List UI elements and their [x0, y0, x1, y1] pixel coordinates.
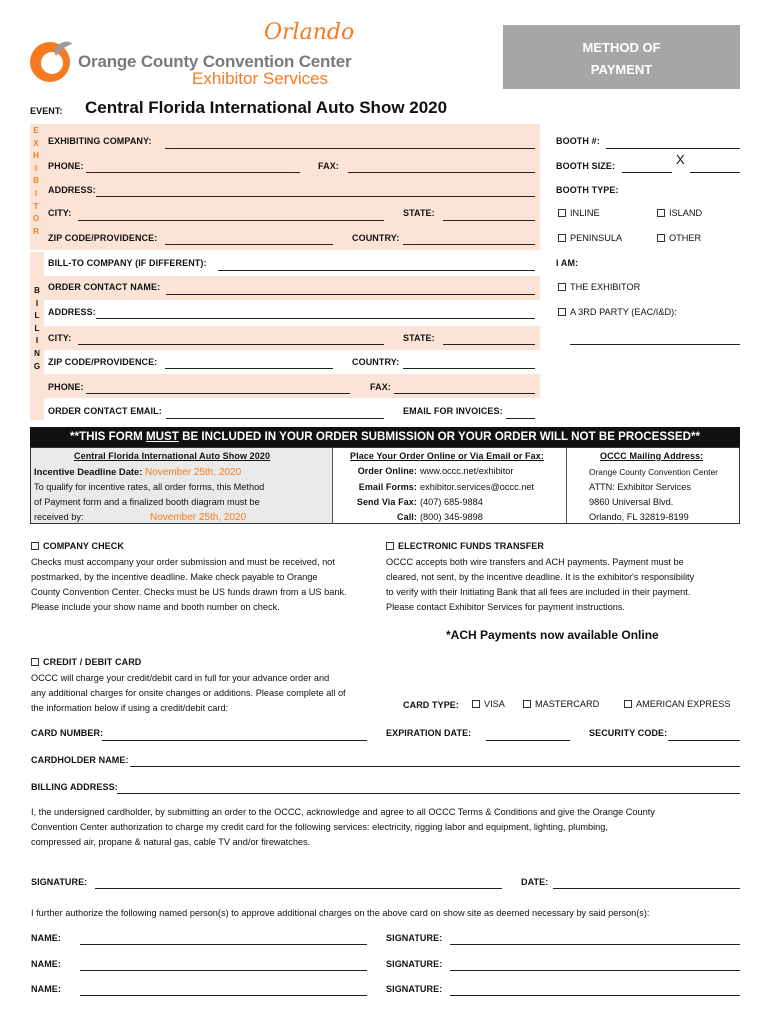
- side-letter: L: [34, 311, 40, 321]
- fax-number: (407) 685-9884: [420, 497, 483, 507]
- city-field[interactable]: [78, 220, 384, 221]
- booth-number-label: BOOTH #:: [556, 136, 600, 146]
- method-box-line1: METHOD OF: [582, 40, 661, 55]
- billing-phone-field[interactable]: [86, 393, 350, 394]
- booth-other-option[interactable]: OTHER: [657, 233, 701, 243]
- qualify-line1: To qualify for incentive rates, all order forms, this Method: [34, 482, 265, 492]
- checkbox-icon[interactable]: [624, 700, 632, 708]
- side-letter: I: [35, 298, 39, 308]
- method-box-line2: PAYMENT: [590, 62, 653, 77]
- phone-label: PHONE:: [48, 161, 84, 171]
- card-billing-field[interactable]: [117, 793, 740, 794]
- eft-option[interactable]: ELECTRONIC FUNDS TRANSFER: [386, 541, 544, 551]
- order-email-field[interactable]: [166, 418, 384, 419]
- warning-banner: **THIS FORM MUST BE INCLUDED IN YOUR ORDER SUBMISSION OR YOUR ORDER WILL NOT BE PROCESSED**: [30, 427, 740, 447]
- eft-text-1: OCCC accepts both wire transfers and ACH payments. Payment must be: [386, 557, 684, 567]
- fax-label: FAX:: [318, 161, 339, 171]
- check-text-1: Checks must accompany your order submission and must be received, not: [31, 557, 335, 567]
- side-letter: N: [34, 348, 40, 358]
- checkbox-icon[interactable]: [31, 658, 39, 666]
- checkbox-icon[interactable]: [558, 209, 566, 217]
- billto-field[interactable]: [218, 270, 535, 271]
- booth-size-length-field[interactable]: [690, 172, 740, 173]
- info-show-title: Central Florida International Auto Show 2020: [74, 451, 271, 461]
- side-letter: B: [34, 286, 40, 295]
- security-code-field[interactable]: [668, 740, 740, 741]
- zip-label: ZIP CODE/PROVIDENCE:: [48, 233, 158, 243]
- billing-zip-field[interactable]: [165, 368, 333, 369]
- billing-country-label: COUNTRY:: [352, 357, 400, 367]
- state-label: STATE:: [403, 208, 435, 218]
- event-label: EVENT:: [30, 106, 63, 116]
- booth-island-option[interactable]: ISLAND: [657, 208, 702, 218]
- event-name: Central Florida International Auto Show 2020: [85, 98, 448, 117]
- amex-option[interactable]: AMERICAN EXPRESS: [624, 699, 730, 709]
- order-online-link[interactable]: www.occc.net/exhibitor: [420, 466, 514, 476]
- orange-leaf-icon: [28, 36, 74, 84]
- call-label: Call:: [396, 512, 417, 522]
- side-letter: X: [33, 138, 39, 148]
- qualify-line2: of Payment form and a finalized booth diagram must be: [34, 497, 260, 507]
- billing-band-2: [44, 326, 540, 350]
- name-label-3: NAME:: [31, 984, 61, 994]
- method-of-payment-box: [503, 25, 740, 89]
- mastercard-option[interactable]: MASTERCARD: [523, 699, 599, 709]
- mailing-line1: Orange County Convention Center: [589, 467, 718, 477]
- billing-address-field[interactable]: [96, 318, 535, 319]
- logo-line1: Orange County Convention Center: [78, 52, 352, 71]
- order-email-label: ORDER CONTACT EMAIL:: [48, 406, 162, 416]
- billing-city-field[interactable]: [78, 344, 384, 345]
- booth-inline-option[interactable]: INLINE: [558, 208, 600, 218]
- billing-country-field[interactable]: [403, 368, 535, 369]
- fax-number-label: Send Via Fax:: [356, 497, 417, 507]
- order-contact-field[interactable]: [166, 294, 535, 295]
- security-code-label: SECURITY CODE:: [589, 728, 668, 738]
- side-letter: L: [34, 323, 40, 333]
- name-label-1: NAME:: [31, 933, 61, 943]
- exhibiting-company-field[interactable]: [165, 148, 535, 149]
- card-type-label: CARD TYPE:: [403, 700, 460, 710]
- billing-state-field[interactable]: [443, 344, 535, 345]
- side-letter: H: [33, 151, 39, 161]
- checkbox-icon[interactable]: [558, 283, 566, 291]
- occc-logo: [28, 22, 358, 92]
- checkbox-icon[interactable]: [31, 542, 39, 550]
- further-auth-text: I further authorize the following named person(s) to approve additional charges on the above card on show site as deemed necessary by said person(s):: [31, 908, 650, 918]
- mailing-line2: ATTN: Exhibitor Services: [589, 482, 691, 492]
- billing-city-label: CITY:: [48, 333, 72, 343]
- check-text-2: postmarked, by the incentive deadline. Make check payable to Orange: [31, 572, 318, 582]
- side-letter: T: [33, 201, 39, 211]
- cardholder-label: CARDHOLDER NAME:: [31, 755, 129, 765]
- logo-script: Orlando: [264, 20, 355, 45]
- booth-size-x: X: [676, 152, 685, 167]
- visa-option[interactable]: VISA: [472, 699, 505, 709]
- mailing-line4: Orlando, FL 32819-8199: [589, 512, 689, 522]
- eft-text-4: Please contact Exhibitor Services for payment instructions.: [386, 602, 625, 612]
- side-letter: I: [35, 336, 39, 346]
- country-field[interactable]: [403, 244, 535, 245]
- date-field[interactable]: [553, 888, 740, 889]
- card-text-2: any additional charges for onsite changes or additions. Please complete all of: [31, 688, 346, 698]
- billto-label: BILL-TO COMPANY (IF DIFFERENT):: [48, 258, 207, 268]
- email-forms-label: Email Forms:: [358, 482, 417, 492]
- incentive-deadline: Incentive Deadline Date: November 25th, 2020: [34, 466, 242, 478]
- email-forms-link[interactable]: exhibitor.services@occc.net: [420, 482, 535, 492]
- side-letter: R: [33, 226, 39, 236]
- ach-note: *ACH Payments now available Online: [446, 628, 659, 642]
- checkbox-icon[interactable]: [657, 234, 665, 242]
- billing-phone-label: PHONE:: [48, 382, 84, 392]
- billing-state-label: STATE:: [403, 333, 435, 343]
- card-text-3: the information below if using a credit/debit card:: [31, 703, 229, 713]
- city-label: CITY:: [48, 208, 72, 218]
- logo-line2: Exhibitor Services: [192, 69, 329, 88]
- mailing-title: OCCC Mailing Address:: [600, 451, 704, 461]
- expiration-label: EXPIRATION DATE:: [386, 728, 472, 738]
- country-label: COUNTRY:: [352, 233, 400, 243]
- name-field-1[interactable]: [80, 944, 367, 945]
- name-field-2[interactable]: [80, 970, 367, 971]
- invoice-email-label: EMAIL FOR INVOICES:: [403, 406, 503, 416]
- order-online-label: Order Online:: [357, 466, 417, 476]
- eft-text-2: cleared, not sent, by the incentive deadline. It is the exhibitor's responsibility: [386, 572, 695, 582]
- sig-field-3[interactable]: [450, 995, 740, 996]
- card-text-1: OCCC will charge your credit/debit card in full for your advance order and: [31, 673, 330, 683]
- sig-field-2[interactable]: [450, 970, 740, 971]
- sig-field-1[interactable]: [450, 944, 740, 945]
- billing-fax-label: FAX:: [370, 382, 391, 392]
- address-label: ADDRESS:: [48, 185, 96, 195]
- booth-size-label: BOOTH SIZE:: [556, 161, 616, 171]
- zip-field[interactable]: [165, 244, 333, 245]
- iam-exhibitor-option[interactable]: THE EXHIBITOR: [558, 282, 640, 292]
- call-number: (800) 345-9898: [420, 512, 483, 522]
- auth-text-2: Convention Center authorization to charge my credit card for the following services: electricity, rigging labor and equipment, lighting, plumbing,: [31, 822, 608, 832]
- billing-fax-field[interactable]: [394, 393, 535, 394]
- phone-field[interactable]: [86, 172, 300, 173]
- eft-text-3: to verify with their Initiating Bank that all fees are included in their payment.: [386, 587, 691, 597]
- date-label: DATE:: [521, 877, 549, 887]
- sig-label-1: SIGNATURE:: [386, 933, 443, 943]
- auth-text-1: I, the undersigned cardholder, by submitting an order to the OCCC, acknowledge and agree to all OCCC Terms & Conditions and give the Orange County: [31, 807, 655, 817]
- booth-peninsula-option[interactable]: PENINSULA: [558, 233, 622, 243]
- credit-card-option[interactable]: CREDIT / DEBIT CARD: [31, 657, 141, 667]
- received-by-date: November 25th, 2020: [150, 512, 247, 523]
- company-check-option[interactable]: COMPANY CHECK: [31, 541, 124, 551]
- must-emphasis: MUST: [146, 430, 179, 443]
- qualify-line3: received by:: [34, 512, 84, 522]
- third-party-field[interactable]: [570, 344, 740, 345]
- auth-text-3: compressed air, propane & natural gas, cable TV and/or firewatches.: [31, 837, 311, 847]
- side-letter: I: [34, 163, 38, 173]
- checkbox-icon[interactable]: [386, 542, 394, 550]
- booth-number-field[interactable]: [606, 148, 740, 149]
- check-text-4: Please include your show name and booth number on check.: [31, 602, 280, 612]
- address-field[interactable]: [96, 196, 535, 197]
- mailing-line3: 9860 Universal Blvd.: [589, 497, 674, 507]
- side-letter: I: [34, 188, 38, 198]
- i-am-label: I AM:: [556, 258, 579, 268]
- iam-third-party-option[interactable]: A 3RD PARTY (EAC/I&D):: [558, 307, 677, 317]
- billing-side-label: [31, 285, 43, 373]
- checkbox-icon[interactable]: [472, 700, 480, 708]
- checkbox-icon[interactable]: [558, 234, 566, 242]
- checkbox-icon[interactable]: [657, 209, 665, 217]
- side-letter: E: [33, 126, 39, 135]
- expiration-field[interactable]: [486, 740, 570, 741]
- checkbox-icon[interactable]: [558, 308, 566, 316]
- side-letter: G: [33, 361, 41, 371]
- booth-type-label: BOOTH TYPE:: [556, 185, 619, 195]
- state-field[interactable]: [443, 220, 535, 221]
- check-text-3: County Convention Center. Checks must be US funds drawn from a US bank.: [31, 587, 347, 597]
- signature-field[interactable]: [95, 888, 502, 889]
- exhibiting-company-label: EXHIBITING COMPANY:: [48, 136, 152, 146]
- side-letter: O: [32, 214, 40, 224]
- side-letter: B: [33, 176, 39, 186]
- billing-band-3: [44, 374, 540, 398]
- billing-zip-label: ZIP CODE/PROVIDENCE:: [48, 357, 158, 367]
- signature-label: SIGNATURE:: [31, 877, 88, 887]
- exhibitor-side-label: [30, 125, 42, 238]
- checkbox-icon[interactable]: [523, 700, 531, 708]
- cardholder-field[interactable]: [130, 766, 740, 767]
- sig-label-3: SIGNATURE:: [386, 984, 443, 994]
- invoice-email-field[interactable]: [506, 418, 535, 419]
- name-field-3[interactable]: [80, 995, 367, 996]
- place-order-title: Place Your Order Online or Via Email or Fax:: [350, 451, 544, 461]
- fax-field[interactable]: [348, 172, 535, 173]
- billing-address-label: ADDRESS:: [48, 307, 96, 317]
- name-label-2: NAME:: [31, 959, 61, 969]
- card-billing-label: BILLING ADDRESS:: [31, 782, 118, 792]
- sig-label-2: SIGNATURE:: [386, 959, 443, 969]
- card-number-label: CARD NUMBER:: [31, 728, 104, 738]
- order-contact-label: ORDER CONTACT NAME:: [48, 282, 161, 292]
- booth-size-width-field[interactable]: [622, 172, 672, 173]
- card-number-field[interactable]: [102, 740, 367, 741]
